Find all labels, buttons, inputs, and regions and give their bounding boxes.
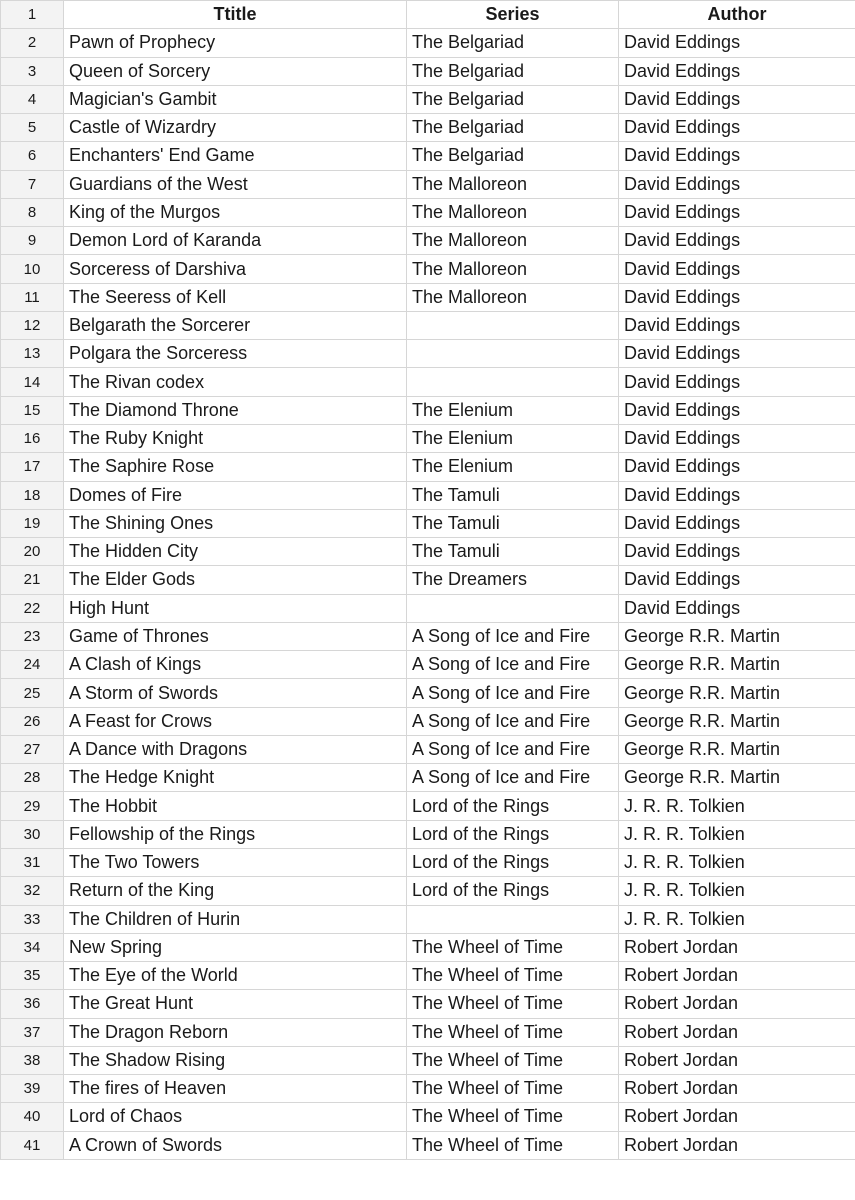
series-cell[interactable]: The Malloreon (407, 170, 619, 198)
table-row (1, 707, 855, 735)
author-cell[interactable]: David Eddings (619, 283, 855, 311)
title-cell[interactable]: Lord of Chaos (64, 1103, 407, 1131)
author-cell[interactable]: David Eddings (619, 114, 855, 142)
author-cell[interactable]: David Eddings (619, 170, 855, 198)
series-cell[interactable]: The Dreamers (407, 566, 619, 594)
spreadsheet-body (1, 1, 855, 1160)
table-row (1, 311, 855, 339)
table-row (1, 1131, 855, 1159)
title-cell[interactable]: Guardians of the West (64, 170, 407, 198)
row-number[interactable]: 32 (1, 877, 64, 905)
series-cell[interactable]: The Wheel of Time (407, 990, 619, 1018)
title-cell[interactable]: The Hidden City (64, 538, 407, 566)
series-cell[interactable]: The Belgariad (407, 142, 619, 170)
table-row (1, 566, 855, 594)
table-row (1, 57, 855, 85)
author-cell[interactable]: Robert Jordan (619, 1046, 855, 1074)
title-cell[interactable]: The Elder Gods (64, 566, 407, 594)
author-cell[interactable]: David Eddings (619, 538, 855, 566)
title-cell[interactable]: Polgara the Sorceress (64, 340, 407, 368)
table-row (1, 255, 855, 283)
title-cell[interactable]: Game of Thrones (64, 622, 407, 650)
table-row (1, 538, 855, 566)
row-number[interactable]: 4 (1, 85, 64, 113)
title-cell[interactable]: A Storm of Swords (64, 679, 407, 707)
title-cell[interactable]: The Seeress of Kell (64, 283, 407, 311)
author-cell[interactable]: George R.R. Martin (619, 764, 855, 792)
series-cell[interactable]: The Belgariad (407, 114, 619, 142)
author-cell[interactable]: George R.R. Martin (619, 679, 855, 707)
series-cell[interactable] (407, 594, 619, 622)
row-number[interactable]: 34 (1, 933, 64, 961)
table-row (1, 396, 855, 424)
author-cell[interactable]: George R.R. Martin (619, 735, 855, 763)
title-cell[interactable]: The Dragon Reborn (64, 1018, 407, 1046)
title-cell[interactable]: The Saphire Rose (64, 453, 407, 481)
title-cell[interactable]: The Rivan codex (64, 368, 407, 396)
series-cell[interactable]: The Belgariad (407, 57, 619, 85)
title-cell[interactable]: King of the Murgos (64, 198, 407, 226)
header-row (1, 1, 855, 29)
title-cell[interactable]: Magician's Gambit (64, 85, 407, 113)
table-row (1, 679, 855, 707)
series-cell[interactable]: The Wheel of Time (407, 1018, 619, 1046)
row-number[interactable]: 23 (1, 622, 64, 650)
series-cell[interactable]: The Wheel of Time (407, 1103, 619, 1131)
table-row (1, 142, 855, 170)
series-cell[interactable]: A Song of Ice and Fire (407, 622, 619, 650)
series-cell[interactable]: The Malloreon (407, 255, 619, 283)
author-cell[interactable]: J. R. R. Tolkien (619, 848, 855, 876)
row-number[interactable]: 36 (1, 990, 64, 1018)
series-cell[interactable]: The Wheel of Time (407, 933, 619, 961)
series-cell[interactable]: The Wheel of Time (407, 1075, 619, 1103)
table-row (1, 792, 855, 820)
title-cell[interactable]: Return of the King (64, 877, 407, 905)
author-cell[interactable]: David Eddings (619, 424, 855, 452)
author-cell[interactable]: David Eddings (619, 566, 855, 594)
title-cell[interactable]: Pawn of Prophecy (64, 29, 407, 57)
author-cell[interactable]: Robert Jordan (619, 990, 855, 1018)
title-cell[interactable]: Castle of Wizardry (64, 114, 407, 142)
author-cell[interactable]: David Eddings (619, 396, 855, 424)
row-number[interactable]: 11 (1, 283, 64, 311)
table-row (1, 594, 855, 622)
title-cell[interactable]: A Feast for Crows (64, 707, 407, 735)
table-row (1, 85, 855, 113)
series-cell[interactable]: The Wheel of Time (407, 1131, 619, 1159)
row-number[interactable]: 31 (1, 848, 64, 876)
author-cell[interactable]: Robert Jordan (619, 1018, 855, 1046)
row-number[interactable]: 12 (1, 311, 64, 339)
row-number[interactable]: 29 (1, 792, 64, 820)
title-cell[interactable]: A Dance with Dragons (64, 735, 407, 763)
row-number[interactable]: 35 (1, 962, 64, 990)
row-number[interactable]: 39 (1, 1075, 64, 1103)
row-number[interactable]: 22 (1, 594, 64, 622)
series-cell[interactable]: The Belgariad (407, 29, 619, 57)
table-row (1, 735, 855, 763)
series-cell[interactable]: A Song of Ice and Fire (407, 679, 619, 707)
table-row (1, 1046, 855, 1074)
author-cell[interactable]: David Eddings (619, 594, 855, 622)
row-number[interactable]: 38 (1, 1046, 64, 1074)
title-cell[interactable]: A Clash of Kings (64, 651, 407, 679)
row-number[interactable]: 8 (1, 198, 64, 226)
title-cell[interactable]: Domes of Fire (64, 481, 407, 509)
author-cell[interactable]: Robert Jordan (619, 1103, 855, 1131)
row-number[interactable]: 21 (1, 566, 64, 594)
title-cell[interactable]: Queen of Sorcery (64, 57, 407, 85)
row-number[interactable]: 28 (1, 764, 64, 792)
row-number[interactable]: 14 (1, 368, 64, 396)
row-number[interactable]: 5 (1, 114, 64, 142)
row-number[interactable]: 37 (1, 1018, 64, 1046)
table-row (1, 933, 855, 961)
title-cell[interactable]: The Shining Ones (64, 509, 407, 537)
title-cell[interactable]: New Spring (64, 933, 407, 961)
row-number[interactable]: 27 (1, 735, 64, 763)
title-cell[interactable]: Fellowship of the Rings (64, 820, 407, 848)
series-cell[interactable] (407, 311, 619, 339)
series-cell[interactable]: A Song of Ice and Fire (407, 707, 619, 735)
row-number[interactable]: 18 (1, 481, 64, 509)
table-row (1, 340, 855, 368)
author-cell[interactable]: George R.R. Martin (619, 622, 855, 650)
series-cell[interactable]: The Wheel of Time (407, 1046, 619, 1074)
title-cell[interactable]: The Great Hunt (64, 990, 407, 1018)
series-cell[interactable]: The Elenium (407, 396, 619, 424)
row-number[interactable]: 30 (1, 820, 64, 848)
title-cell[interactable]: High Hunt (64, 594, 407, 622)
row-number[interactable]: 13 (1, 340, 64, 368)
series-cell[interactable] (407, 368, 619, 396)
series-cell[interactable]: The Tamuli (407, 538, 619, 566)
table-row (1, 651, 855, 679)
title-cell[interactable]: The Diamond Throne (64, 396, 407, 424)
row-number[interactable]: 33 (1, 905, 64, 933)
series-cell[interactable]: The Elenium (407, 424, 619, 452)
row-number[interactable]: 20 (1, 538, 64, 566)
title-cell[interactable]: Demon Lord of Karanda (64, 227, 407, 255)
author-cell[interactable]: Robert Jordan (619, 933, 855, 961)
series-cell[interactable] (407, 905, 619, 933)
title-cell[interactable]: Enchanters' End Game (64, 142, 407, 170)
table-row (1, 905, 855, 933)
row-number[interactable]: 41 (1, 1131, 64, 1159)
table-row (1, 622, 855, 650)
author-cell[interactable]: David Eddings (619, 142, 855, 170)
column-header-title[interactable]: Ttitle (64, 1, 407, 29)
row-number[interactable]: 6 (1, 142, 64, 170)
row-number[interactable]: 40 (1, 1103, 64, 1131)
table-row (1, 1018, 855, 1046)
table-row (1, 227, 855, 255)
series-cell[interactable]: A Song of Ice and Fire (407, 651, 619, 679)
author-cell[interactable]: David Eddings (619, 340, 855, 368)
table-row (1, 114, 855, 142)
table-row (1, 990, 855, 1018)
table-row (1, 1103, 855, 1131)
author-cell[interactable]: David Eddings (619, 311, 855, 339)
table-row (1, 424, 855, 452)
author-cell[interactable]: David Eddings (619, 29, 855, 57)
title-cell[interactable]: The Children of Hurin (64, 905, 407, 933)
series-cell[interactable]: The Belgariad (407, 85, 619, 113)
title-cell[interactable]: The Hedge Knight (64, 764, 407, 792)
author-cell[interactable]: David Eddings (619, 481, 855, 509)
table-row (1, 764, 855, 792)
series-cell[interactable]: Lord of the Rings (407, 877, 619, 905)
column-header-series[interactable]: Series (407, 1, 619, 29)
title-cell[interactable]: The Shadow Rising (64, 1046, 407, 1074)
author-cell[interactable]: David Eddings (619, 453, 855, 481)
title-cell[interactable]: The fires of Heaven (64, 1075, 407, 1103)
author-cell[interactable]: Robert Jordan (619, 962, 855, 990)
table-row (1, 962, 855, 990)
author-cell[interactable]: George R.R. Martin (619, 651, 855, 679)
row-number[interactable]: 19 (1, 509, 64, 537)
series-cell[interactable]: Lord of the Rings (407, 820, 619, 848)
table-row (1, 509, 855, 537)
author-cell[interactable]: J. R. R. Tolkien (619, 877, 855, 905)
table-row (1, 848, 855, 876)
series-cell[interactable]: The Wheel of Time (407, 962, 619, 990)
table-row (1, 368, 855, 396)
series-cell[interactable]: The Elenium (407, 453, 619, 481)
series-cell[interactable]: The Malloreon (407, 198, 619, 226)
series-cell[interactable]: The Malloreon (407, 227, 619, 255)
author-cell[interactable]: David Eddings (619, 368, 855, 396)
table-row (1, 453, 855, 481)
row-number[interactable]: 26 (1, 707, 64, 735)
row-number[interactable]: 3 (1, 57, 64, 85)
row-number[interactable]: 17 (1, 453, 64, 481)
table-row (1, 29, 855, 57)
row-number[interactable]: 7 (1, 170, 64, 198)
author-cell[interactable]: David Eddings (619, 509, 855, 537)
title-cell[interactable]: The Eye of the World (64, 962, 407, 990)
series-cell[interactable]: The Tamuli (407, 509, 619, 537)
title-cell[interactable]: A Crown of Swords (64, 1131, 407, 1159)
row-number[interactable]: 24 (1, 651, 64, 679)
series-cell[interactable]: Lord of the Rings (407, 848, 619, 876)
table-row (1, 283, 855, 311)
row-number[interactable]: 15 (1, 396, 64, 424)
series-cell[interactable] (407, 340, 619, 368)
author-cell[interactable]: Robert Jordan (619, 1131, 855, 1159)
series-cell[interactable]: Lord of the Rings (407, 792, 619, 820)
author-cell[interactable]: J. R. R. Tolkien (619, 905, 855, 933)
title-cell[interactable]: The Two Towers (64, 848, 407, 876)
table-row (1, 170, 855, 198)
title-cell[interactable]: The Hobbit (64, 792, 407, 820)
author-cell[interactable]: J. R. R. Tolkien (619, 820, 855, 848)
series-cell[interactable]: The Tamuli (407, 481, 619, 509)
table-row (1, 820, 855, 848)
row-number[interactable]: 10 (1, 255, 64, 283)
row-number[interactable]: 16 (1, 424, 64, 452)
author-cell[interactable]: Robert Jordan (619, 1075, 855, 1103)
table-row (1, 1075, 855, 1103)
table-row (1, 481, 855, 509)
row-number[interactable]: 2 (1, 29, 64, 57)
row-number[interactable]: 9 (1, 227, 64, 255)
title-cell[interactable]: Sorceress of Darshiva (64, 255, 407, 283)
row-number-header[interactable]: 1 (1, 1, 64, 29)
series-cell[interactable]: A Song of Ice and Fire (407, 764, 619, 792)
title-cell[interactable]: Belgarath the Sorcerer (64, 311, 407, 339)
author-cell[interactable]: George R.R. Martin (619, 707, 855, 735)
author-cell[interactable]: David Eddings (619, 227, 855, 255)
author-cell[interactable]: David Eddings (619, 57, 855, 85)
title-cell[interactable]: The Ruby Knight (64, 424, 407, 452)
author-cell[interactable]: J. R. R. Tolkien (619, 792, 855, 820)
author-cell[interactable]: David Eddings (619, 198, 855, 226)
table-row (1, 877, 855, 905)
row-number[interactable]: 25 (1, 679, 64, 707)
series-cell[interactable]: A Song of Ice and Fire (407, 735, 619, 763)
author-cell[interactable]: David Eddings (619, 85, 855, 113)
series-cell[interactable]: The Malloreon (407, 283, 619, 311)
table-row (1, 198, 855, 226)
author-cell[interactable]: David Eddings (619, 255, 855, 283)
column-header-author[interactable]: Author (619, 1, 855, 29)
